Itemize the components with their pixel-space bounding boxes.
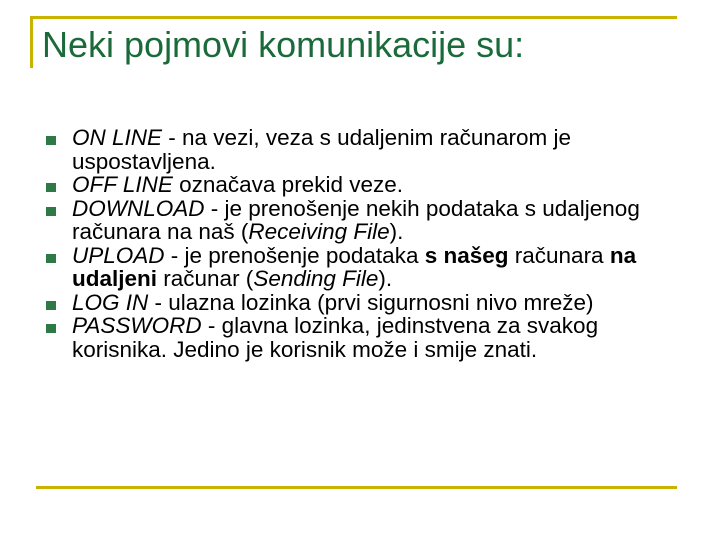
bold-text: na udaljeni — [72, 242, 637, 291]
definition-text: - ulazna lozinka (prvi sigurnosni nivo mreže) — [148, 289, 594, 315]
list-item — [46, 197, 686, 244]
definition-text: računar ( — [157, 266, 254, 291]
definition-text: - je prenošenje podataka — [164, 242, 425, 268]
square-bullet-icon — [46, 183, 56, 192]
term: LOG IN — [72, 289, 149, 315]
term: ON LINE — [72, 125, 163, 150]
square-bullet-icon — [46, 301, 56, 310]
square-bullet-icon — [46, 136, 56, 145]
definition-text: - glavna lozinka, jedinstvena za svakog korisnika. Jedino je korisnik može i smije znati. — [72, 313, 599, 362]
definition-text: računara — [508, 242, 610, 268]
bold-text: s našeg — [424, 242, 509, 268]
note-text: Receiving File — [248, 219, 390, 244]
bullet-list — [46, 126, 686, 361]
list-item — [46, 173, 686, 197]
definition-text: - na vezi, veza s udaljenim računarom je uspostavljena. — [72, 125, 571, 174]
list-item — [46, 244, 686, 291]
frame-left-line — [30, 16, 33, 68]
term: DOWNLOAD — [72, 195, 205, 221]
definition-text: označava prekid veze. — [172, 172, 403, 197]
term: PASSWORD — [72, 313, 202, 338]
term: OFF LINE — [72, 172, 173, 197]
definition-text: - je prenošenje nekih podataka s udaljenog računara na naš ( — [72, 195, 640, 244]
definition-text: ). — [389, 219, 404, 244]
square-bullet-icon — [46, 324, 56, 333]
frame-top-line — [30, 16, 677, 19]
square-bullet-icon — [46, 207, 56, 216]
list-item — [46, 126, 686, 173]
slide-title: Neki pojmovi komunikacije su: — [42, 24, 525, 65]
square-bullet-icon — [46, 254, 56, 263]
note-text: Sending File — [253, 266, 379, 291]
term: UPLOAD — [72, 242, 165, 268]
list-item — [46, 291, 686, 315]
list-item — [46, 314, 686, 361]
definition-text: ). — [378, 266, 393, 291]
frame-bottom-line — [36, 486, 677, 489]
